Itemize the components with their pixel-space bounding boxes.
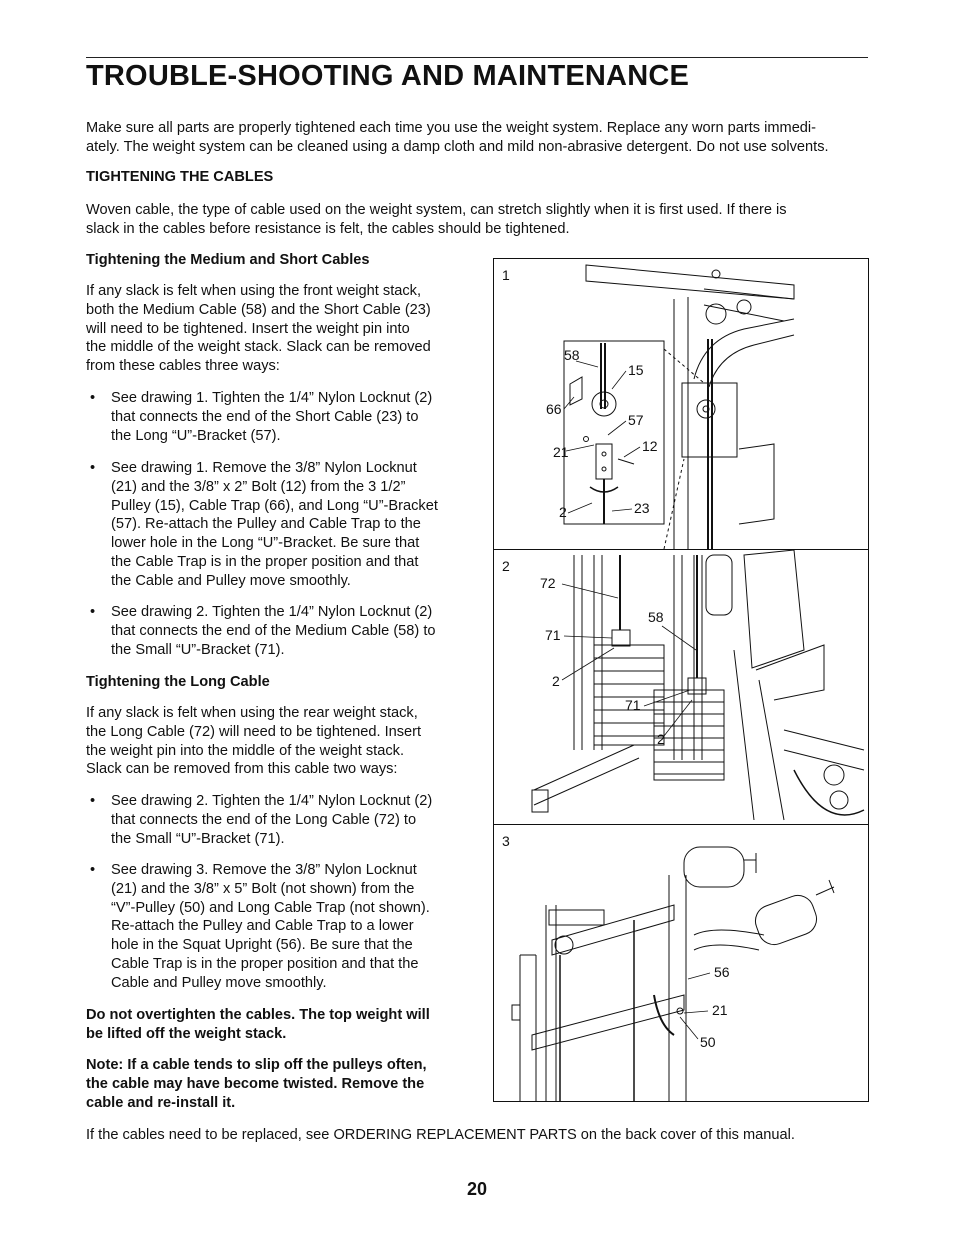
callout-label: 71 [625, 697, 641, 713]
drawing-1-illustration [494, 259, 867, 549]
text-line: lower hole in the Long “U”-Bracket. Be sure that [111, 535, 420, 552]
long-cable-intro [86, 704, 476, 779]
text-line: Cable Trap is in the proper position and that the [111, 955, 419, 972]
text-line: the middle of the weight stack. Slack can be removed [86, 339, 431, 356]
text-line: “V”-Pulley (50) and Long Cable Trap (not shown). [111, 899, 430, 916]
callout-label: 56 [714, 964, 730, 980]
text-line: that connects the end of the Medium Cable (58) to [111, 622, 436, 639]
drawing-1 [494, 259, 868, 549]
text-line: will need to be tightened. Insert the weight pin into [86, 320, 410, 337]
drawing-3 [494, 824, 868, 1101]
warning-overtighten [86, 1006, 476, 1044]
intro-line: Make sure all parts are properly tightened each time you use the weight system. Replace any worn parts immedi- [86, 120, 817, 136]
drawing-number: 2 [502, 558, 510, 574]
callout-label: 2 [552, 673, 560, 689]
text-line: See drawing 1. Remove the 3/8” Nylon Locknut [111, 460, 417, 476]
callout-label: 12 [642, 438, 658, 454]
callout-label: 21 [553, 444, 569, 460]
callout-label: 23 [634, 500, 650, 516]
text-line: Do not overtighten the cables. The top weight will [86, 1007, 430, 1023]
callout-label: 15 [628, 362, 644, 378]
long-cable-heading: Tightening the Long Cable [86, 674, 270, 690]
drawing-2 [494, 549, 868, 825]
text-line: the Small “U”-Bracket (71). [111, 830, 285, 847]
text-line: If any slack is felt when using the front weight stack, [86, 283, 422, 299]
page-number: 20 [466, 1179, 488, 1199]
text-line: the Long Cable (72) will need to be tightened. Insert [86, 723, 422, 740]
drawing-3-illustration [494, 825, 867, 1101]
text-line: Pulley (15), Cable Trap (66), and Long “U”-Bracket [111, 497, 438, 514]
text-line: Note: If a cable tends to slip off the pulleys often, [86, 1057, 427, 1073]
medium-short-intro [86, 282, 476, 376]
callout-label: 2 [559, 504, 567, 520]
callout-label: 58 [648, 609, 664, 625]
text-line: that connects the end of the Short Cable (23) to [111, 408, 419, 425]
header-rule [86, 57, 868, 58]
callout-label: 58 [564, 347, 580, 363]
section-intro-line: Woven cable, the type of cable used on the weight system, can stretch slightly when it is first used. If there is [86, 202, 787, 218]
callout-label: 50 [700, 1034, 716, 1050]
text-line: See drawing 1. Tighten the 1/4” Nylon Locknut (2) [111, 390, 433, 406]
callout-label: 72 [540, 575, 556, 591]
text-line: hole in the Squat Upright (56). Be sure that the [111, 937, 413, 954]
intro-paragraph [86, 119, 886, 157]
intro-line: ately. The weight system can be cleaned using a damp cloth and mild non-abrasive detergent. Do not use solvents. [86, 138, 829, 155]
medium-short-heading: Tightening the Medium and Short Cables [86, 252, 370, 268]
drawing-2-illustration [494, 550, 867, 825]
callout-label: 71 [545, 627, 561, 643]
text-line: See drawing 3. Remove the 3/8” Nylon Locknut [111, 862, 417, 878]
callout-label: 57 [628, 412, 644, 428]
text-line: See drawing 2. Tighten the 1/4” Nylon Locknut (2) [111, 793, 433, 809]
text-line: the cable may have become twisted. Remove the [86, 1075, 425, 1092]
text-line: (57). Re-attach the Pulley and Cable Trap to the [111, 516, 421, 533]
text-line: See drawing 2. Tighten the 1/4” Nylon Locknut (2) [111, 604, 433, 620]
cable-drawings-figure [493, 258, 869, 1102]
callout-label: 2 [657, 731, 665, 747]
text-line: Cable and Pulley move smoothly. [111, 974, 327, 991]
text-line: the Small “U”-Bracket (71). [111, 641, 285, 658]
text-line: the Cable Trap is in the proper position and that [111, 553, 419, 570]
text-line: be lifted off the weight stack. [86, 1025, 287, 1042]
text-line: Slack can be removed from this cable two ways: [86, 761, 398, 778]
text-line: (21) and the 3/8” x 5” Bolt (not shown) from the [111, 880, 415, 897]
drawing-number: 1 [502, 267, 510, 283]
text-line: from these cables three ways: [86, 358, 280, 375]
text-line: If any slack is felt when using the rear weight stack, [86, 705, 418, 721]
note-twisted-cable [86, 1056, 476, 1112]
text-line: Re-attach the Pulley and Cable Trap to a lower [111, 918, 414, 935]
text-line: both the Medium Cable (58) and the Short Cable (23) [86, 301, 431, 318]
text-line: the Long “U”-Bracket (57). [111, 427, 281, 444]
text-line: (21) and the 3/8” x 2” Bolt (12) from the 3 1/2” [111, 478, 406, 495]
footer-note: If the cables need to be replaced, see ORDERING REPLACEMENT PARTS on the back cover of this manual. [86, 1127, 795, 1143]
text-line: cable and re-install it. [86, 1094, 236, 1111]
section-intro [86, 201, 886, 239]
text-line: the weight pin into the middle of the weight stack. [86, 742, 405, 759]
text-line: that connects the end of the Long Cable (72) to [111, 811, 417, 828]
drawing-number: 3 [502, 833, 510, 849]
text-line: the Cable and Pulley move smoothly. [111, 572, 351, 589]
callout-label: 21 [712, 1002, 728, 1018]
callout-label: 66 [546, 401, 562, 417]
section-heading: TIGHTENING THE CABLES [86, 169, 274, 185]
section-intro-line: slack in the cables before resistance is felt, the cables should be tightened. [86, 220, 570, 237]
page-title: TROUBLE-SHOOTING AND MAINTENANCE [86, 60, 690, 92]
